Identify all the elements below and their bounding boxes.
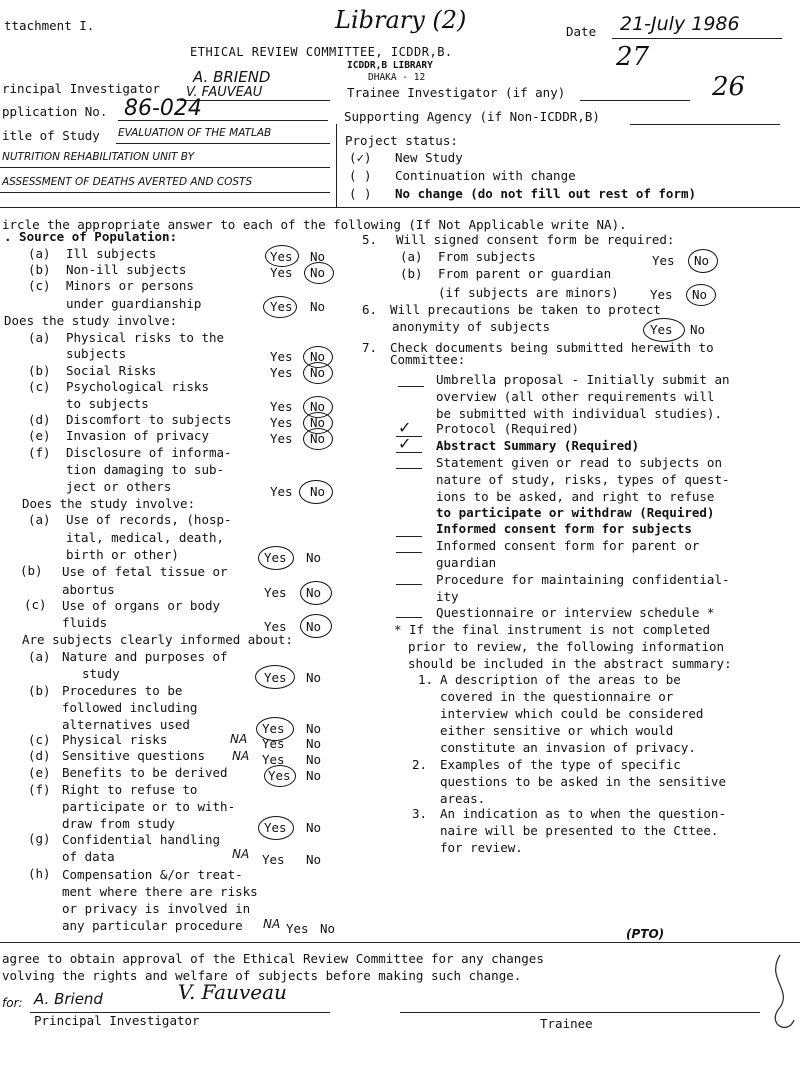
q4g-text1: Confidential handling	[62, 832, 221, 847]
q4b-letter: (b)	[28, 683, 51, 698]
q4e-yes: Yes	[268, 768, 291, 783]
note-item1-3: interview which could be considered	[440, 706, 704, 721]
q2e-no: No	[310, 431, 326, 446]
q1b-letter: (b)	[28, 262, 51, 277]
q4c-text: Physical risks	[62, 732, 168, 747]
status-mark-nochange: ( )	[349, 186, 372, 201]
q4h-text4: any particular procedure	[62, 918, 243, 933]
q4d-letter: (d)	[28, 748, 51, 763]
q1a-no: No	[310, 249, 326, 264]
q3c-text1: Use of organs or body	[62, 598, 221, 613]
margin-scribble	[760, 950, 800, 1040]
q4b-yes: Yes	[262, 721, 285, 736]
circle-q1a-yes	[265, 245, 299, 267]
note-1: * If the final instrument is not completed	[394, 622, 711, 637]
q4g-letter: (g)	[28, 831, 51, 846]
circle-q4e-yes	[264, 765, 296, 787]
library-stamp-line2: DHAKA - 12	[368, 72, 426, 83]
study-title-line2: NUTRITION REHABILITATION UNIT BY	[2, 151, 195, 163]
q4c-no: No	[306, 736, 322, 751]
doc-statement-2: nature of study, risks, types of quest-	[436, 472, 730, 487]
project-status-label: Project status:	[345, 133, 458, 148]
q5b-text1: From parent or guardian	[438, 266, 612, 281]
circle-q3b-no	[300, 581, 332, 605]
q4h-no: No	[320, 921, 336, 936]
q3-heading: Does the study involve:	[22, 496, 196, 511]
note-item2-number: 2.	[412, 757, 428, 772]
q2f-letter: (f)	[28, 445, 51, 460]
q2d-text: Discomfort to subjects	[66, 412, 232, 427]
doc-umbrella-3: be submitted with individual studies).	[436, 406, 722, 421]
q4b-text1: Procedures to be	[62, 683, 183, 698]
q7-text2: Committee:	[390, 352, 466, 367]
instructions: ircle the appropriate answer to each of the following (If Not Applicable write NA).	[2, 217, 627, 232]
q4h-text1: Compensation &/or treat-	[62, 867, 243, 882]
q4c-yes: Yes	[262, 736, 285, 751]
committee-title: ETHICAL REVIEW COMMITTEE, ICDDR,B.	[190, 45, 453, 59]
q4a-letter: (a)	[28, 649, 51, 664]
q2f-text1: Disclosure of informa-	[66, 445, 232, 460]
note-item1-number: 1.	[418, 672, 434, 687]
q1c-no: No	[310, 299, 326, 314]
q4h-na: NA	[263, 917, 281, 931]
doc-questionnaire: Questionnaire or interview schedule *	[436, 605, 715, 620]
q4d-yes: Yes	[262, 752, 285, 767]
q4d-no: No	[306, 752, 322, 767]
q4f-letter: (f)	[28, 782, 51, 797]
q2-heading: Does the study involve:	[4, 313, 178, 328]
note-2: prior to review, the following information	[408, 639, 725, 654]
q1a-letter: (a)	[28, 246, 51, 261]
note-item1-1: A description of the areas to be	[440, 672, 681, 687]
note-item1-4: either sensitive or which would	[440, 723, 674, 738]
q2d-yes: Yes	[270, 415, 293, 430]
q5b-yes: Yes	[650, 287, 673, 302]
q3a-text1: Use of records, (hosp-	[66, 512, 232, 527]
date-label: Date	[566, 24, 597, 39]
doc-protocol: Protocol (Required)	[436, 421, 579, 436]
q3a-yes: Yes	[264, 550, 287, 565]
study-title-line1: EVALUATION OF THE MATLAB	[118, 127, 272, 139]
handwritten-library-note: Library (2)	[335, 6, 467, 34]
q6-yes: Yes	[650, 322, 673, 337]
q2a-text1: Physical risks to the	[66, 330, 225, 345]
q2f-text2: tion damaging to sub-	[66, 462, 225, 477]
q4e-no: No	[306, 768, 322, 783]
attachment-label: ttachment I.	[4, 18, 95, 33]
q3a-text3: birth or other)	[66, 547, 179, 562]
q6-text1: Will precautions be taken to protect	[390, 302, 661, 317]
q4h-letter: (h)	[28, 866, 51, 881]
q5b-no: No	[692, 287, 708, 302]
circle-q4f-yes	[258, 816, 294, 840]
q2d-letter: (d)	[28, 412, 51, 427]
doc-consent-parent-1: Informed consent form for parent or	[436, 538, 700, 553]
agreement-line1: agree to obtain approval of the Ethical Review Committee for any changes	[2, 951, 544, 966]
q4e-letter: (e)	[28, 765, 51, 780]
q4c-na: NA	[230, 732, 248, 746]
q7-text1: Check documents being submitted herewith to	[390, 340, 714, 355]
q5a-no: No	[694, 253, 710, 268]
q1a-yes: Yes	[270, 249, 293, 264]
pi-signature: V. Fauveau	[178, 980, 287, 1004]
library-stamp-line1: ICDDR,B LIBRARY	[347, 60, 433, 71]
circle-q1c-yes	[263, 296, 297, 318]
q4g-na: NA	[232, 847, 250, 861]
q1a-text: Ill subjects	[66, 246, 157, 261]
note-item3-2: naire will be presented to the Cttee.	[440, 823, 719, 838]
q5-number: 5.	[362, 232, 378, 247]
circle-q3c-no	[300, 614, 332, 638]
agency-label: Supporting Agency (if Non-ICDDR,B)	[344, 109, 600, 124]
trainee-label: Trainee Investigator (if any)	[347, 85, 566, 100]
q3c-yes: Yes	[264, 619, 287, 634]
q4g-no: No	[306, 852, 322, 867]
circle-q5b-no	[686, 284, 716, 306]
q4h-yes: Yes	[286, 921, 309, 936]
circle-q3a-yes	[258, 546, 294, 570]
q3c-letter: (c)	[24, 597, 47, 612]
note-item2-2: questions to be asked in the sensitive	[440, 774, 726, 789]
q6-text2: anonymity of subjects	[392, 319, 551, 334]
doc-confidential-2: ity	[436, 589, 459, 604]
agreement-line2: volving the rights and welfare of subjects before making such change.	[2, 968, 522, 983]
q2b-yes: Yes	[270, 365, 293, 380]
note-item3-number: 3.	[412, 806, 428, 821]
q3b-text1: Use of fetal tissue or	[62, 564, 228, 579]
q2a-no: No	[310, 349, 326, 364]
q2d-no: No	[310, 415, 326, 430]
doc-statement-1: Statement given or read to subjects on	[436, 455, 722, 470]
q5a-yes: Yes	[652, 253, 675, 268]
q3a-letter: (a)	[28, 512, 51, 527]
status-continuation: Continuation with change	[395, 168, 576, 183]
q1c-yes: Yes	[270, 299, 293, 314]
study-title-label: itle of Study	[2, 128, 100, 143]
q2c-text1: Psychological risks	[66, 379, 209, 394]
q5b-letter: (b)	[400, 266, 423, 281]
status-no-change: No change (do not fill out rest of form)	[395, 186, 697, 201]
q4h-text3: or privacy is involved in	[62, 901, 251, 916]
circle-q1b-no	[304, 262, 334, 284]
q2f-yes: Yes	[270, 484, 293, 499]
q4-heading: Are subjects clearly informed about:	[22, 632, 293, 647]
pi-signature-name: A. Briend	[34, 990, 103, 1008]
q4d-na: NA	[232, 749, 250, 763]
circle-q2f-no	[299, 480, 333, 504]
q4a-no: No	[306, 670, 322, 685]
doc-statement-4: to participate or withdraw (Required)	[436, 505, 715, 520]
q2c-text2: to subjects	[66, 396, 149, 411]
q4b-text2: followed including	[62, 700, 198, 715]
note-item3-3: for review.	[440, 840, 523, 855]
q2c-yes: Yes	[270, 399, 293, 414]
q5a-letter: (a)	[400, 249, 423, 264]
q1b-text: Non-ill subjects	[66, 262, 187, 277]
study-title-line3: ASSESSMENT OF DEATHS AVERTED AND COSTS	[2, 176, 253, 188]
status-mark-new: (✓)	[349, 150, 372, 165]
q5b-text2: (if subjects are minors)	[438, 285, 619, 300]
q2b-text: Social Risks	[66, 363, 157, 378]
q1-heading: . Source of Population:	[4, 229, 178, 244]
pi-value-2: V. FAUVEAU	[186, 85, 263, 100]
q1c-text2: under guardianship	[66, 296, 202, 311]
application-number: 86-024	[124, 96, 202, 121]
doc-confidential-1: Procedure for maintaining confidential-	[436, 572, 730, 587]
q4h-text2: ment where there are risks	[62, 884, 258, 899]
circle-q5a-no	[688, 249, 718, 273]
q4a-text1: Nature and purposes of	[62, 649, 228, 664]
circle-q2b-no	[303, 362, 333, 384]
q2b-letter: (b)	[28, 363, 51, 378]
doc-umbrella-1: Umbrella proposal - Initially submit an	[436, 372, 730, 387]
status-new-study: New Study	[395, 150, 463, 165]
signature-for-prefix: for:	[2, 996, 23, 1010]
pi-label: rincipal Investigator	[2, 81, 161, 96]
note-item1-5: constitute an invasion of privacy.	[440, 740, 696, 755]
q2a-letter: (a)	[28, 330, 51, 345]
q2f-text3: ject or others	[66, 479, 172, 494]
q2c-no: No	[310, 399, 326, 414]
circle-q2e-no	[303, 428, 333, 450]
q4d-text: Sensitive questions	[62, 748, 205, 763]
note-item3-1: An indication as to when the question-	[440, 806, 726, 821]
q4g-yes: Yes	[262, 852, 285, 867]
q3b-no: No	[306, 585, 322, 600]
q6-number: 6.	[362, 302, 378, 317]
application-label: pplication No.	[2, 104, 108, 119]
q4c-letter: (c)	[28, 732, 51, 747]
q1b-yes: Yes	[270, 265, 293, 280]
q3b-letter: (b)	[20, 563, 43, 578]
q3b-yes: Yes	[264, 585, 287, 600]
pi-value-1: A. BRIEND	[193, 68, 271, 86]
page-number-2: 26	[712, 72, 746, 102]
q3a-text2: ital, medical, death,	[66, 530, 225, 545]
status-mark-continuation: ( )	[349, 168, 372, 183]
pi-signature-caption: Principal Investigator	[34, 1013, 200, 1028]
q1c-text1: Minors or persons	[66, 278, 194, 293]
q4b-no: No	[306, 721, 322, 736]
q2c-letter: (c)	[28, 379, 51, 394]
pto-label: (PTO)	[626, 927, 665, 941]
date-value: 21-July 1986	[620, 13, 740, 35]
q3c-no: No	[306, 619, 322, 634]
q7-number: 7.	[362, 340, 378, 355]
q5-text: Will signed consent form be required:	[396, 232, 675, 247]
circle-q6-yes	[643, 318, 685, 342]
q4f-yes: Yes	[264, 820, 287, 835]
note-item1-2: covered in the questionnaire or	[440, 689, 674, 704]
q4g-text2: of data	[62, 849, 115, 864]
q4e-text: Benefits to be derived	[62, 765, 228, 780]
q2e-yes: Yes	[270, 431, 293, 446]
doc-statement-3: ions to be asked, and right to refuse	[436, 489, 715, 504]
q4f-no: No	[306, 820, 322, 835]
q1b-no: No	[310, 265, 326, 280]
q2f-no: No	[310, 484, 326, 499]
trainee-signature-caption: Trainee	[540, 1016, 593, 1031]
q2e-text: Invasion of privacy	[66, 428, 209, 443]
doc-consent-subjects: Informed consent form for subjects	[436, 521, 692, 536]
q4f-text2: participate or to with-	[62, 799, 236, 814]
q5a-text: From subjects	[438, 249, 536, 264]
q2a-text2: subjects	[66, 346, 127, 361]
q4a-yes: Yes	[264, 670, 287, 685]
q2b-no: No	[310, 365, 326, 380]
q3b-text2: abortus	[62, 582, 115, 597]
q1c-letter: (c)	[28, 278, 51, 293]
q4b-text3: alternatives used	[62, 717, 190, 732]
q2a-yes: Yes	[270, 349, 293, 364]
q6-no: No	[690, 322, 706, 337]
check-abstract: ✓	[398, 434, 412, 453]
note-item2-1: Examples of the type of specific	[440, 757, 681, 772]
doc-consent-parent-2: guardian	[436, 555, 497, 570]
q3a-no: No	[306, 550, 322, 565]
check-protocol: ✓	[398, 418, 412, 437]
doc-umbrella-2: overview (all other requirements will	[436, 389, 715, 404]
page-number-1: 27	[616, 42, 650, 72]
note-item2-3: areas.	[440, 791, 486, 806]
q4f-text1: Right to refuse to	[62, 782, 198, 797]
note-3: should be included in the abstract summary:	[408, 656, 732, 671]
q4a-text2: study	[82, 666, 120, 681]
q2e-letter: (e)	[28, 428, 51, 443]
q4f-text3: draw from study	[62, 816, 175, 831]
doc-abstract: Abstract Summary (Required)	[436, 438, 640, 453]
q3c-text2: fluids	[62, 615, 108, 630]
circle-q4a-yes	[255, 665, 295, 689]
